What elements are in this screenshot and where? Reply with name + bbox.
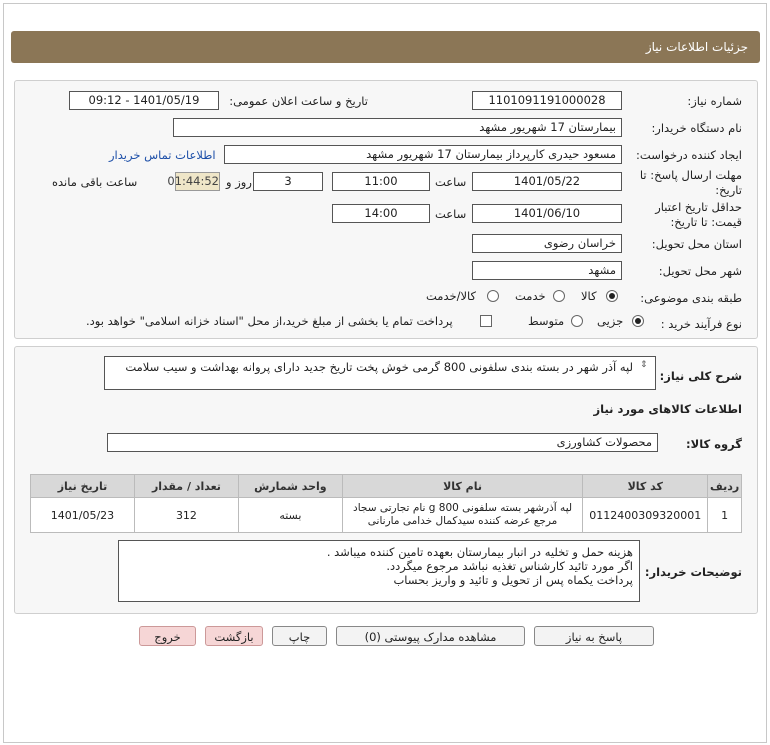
buyer-note-line: هزینه حمل و تخلیه در انبار بیمارستان بعهده تامین کننده میباشد . xyxy=(326,545,633,559)
buyer-contact-link[interactable]: اطلاعات تماس خریدار xyxy=(109,148,216,162)
process-medium-radio[interactable] xyxy=(571,315,583,327)
process-medium-label: متوسط xyxy=(528,314,565,328)
col-qty: تعداد / مقدار xyxy=(134,475,238,498)
cell-date: 1401/05/23 xyxy=(31,498,135,533)
remaining-time-field: 01:44:52 xyxy=(175,172,220,191)
deadline-label-line1: مهلت ارسال پاسخ: تا xyxy=(639,168,742,182)
city-label: شهر محل تحویل: xyxy=(658,264,742,278)
days-label: روز و xyxy=(226,175,252,189)
need-number-field: 1101091191000028 xyxy=(472,91,622,110)
validity-label-line1: حداقل تاریخ اعتبار xyxy=(655,200,742,214)
buyer-note-line: پرداخت یکماه پس از تحویل و تائید و واریز بحساب xyxy=(393,573,633,587)
page-title: جزئیات اطلاعات نیاز xyxy=(645,40,748,54)
items-table-header xyxy=(31,475,742,498)
category-goods-label: کالا xyxy=(581,289,597,303)
process-minor-label: جزیی xyxy=(597,314,624,328)
col-name: نام کالا xyxy=(342,475,582,498)
goods-section-title: اطلاعات کالاهای مورد نیاز xyxy=(593,402,742,416)
description-box xyxy=(104,356,656,390)
col-unit: واحد شمارش xyxy=(238,475,342,498)
attachments-button[interactable]: مشاهده مدارک پیوستی (0) xyxy=(336,626,525,646)
remaining-label: ساعت باقی مانده xyxy=(52,175,138,189)
province-field: خراسان رضوی xyxy=(472,234,622,253)
goods-group-field: محصولات کشاورزی xyxy=(107,433,658,452)
deadline-time-label: ساعت xyxy=(435,175,467,189)
requester-field: مسعود حیدری کارپرداز بیمارستان 17 شهریور مشهد xyxy=(224,145,622,164)
category-goods-service-radio[interactable] xyxy=(487,290,499,302)
page-header xyxy=(11,31,760,63)
process-label: نوع فرآیند خرید : xyxy=(660,317,742,331)
col-row: ردیف xyxy=(708,475,742,498)
validity-date-field: 1401/06/10 xyxy=(472,204,622,223)
announce-label: تاریخ و ساعت اعلان عمومی: xyxy=(229,94,368,108)
cell-code: 0112400309320001 xyxy=(583,498,708,533)
deadline-time-field: 11:00 xyxy=(332,172,430,191)
province-label: استان محل تحویل: xyxy=(651,237,742,251)
cell-unit: بسته xyxy=(238,498,342,533)
announce-datetime-field: 1401/05/19 - 09:12 xyxy=(69,91,219,110)
validity-label-line2: قیمت: تا تاریخ: xyxy=(670,215,742,229)
process-minor-radio[interactable] xyxy=(632,315,644,327)
goods-group-label: گروه کالا: xyxy=(686,437,742,451)
buyer-org-field: بیمارستان 17 شهریور مشهد xyxy=(173,118,622,137)
print-button[interactable]: چاپ xyxy=(272,626,327,646)
table-row xyxy=(31,498,742,533)
exit-button[interactable]: خروج xyxy=(139,626,196,646)
cell-row: 1 xyxy=(708,498,742,533)
city-field: مشهد xyxy=(472,261,622,280)
back-button[interactable]: بازگشت xyxy=(205,626,263,646)
buyer-notes-label: توضیحات خریدار: xyxy=(644,565,742,579)
description-label: شرح کلی نیاز: xyxy=(659,369,742,383)
description-text: لپه آذر شهر در بسته بندی سلفونی 800 گرمی خوش پخت تاریخ جدید دارای پروانه بهداشت و سیب سلامت xyxy=(125,360,633,374)
category-label: طبقه بندی موضوعی: xyxy=(640,291,742,305)
treasury-payment-note: پرداخت تمام یا بخشی از مبلغ خرید،از محل "اسناد خزانه اسلامی" خواهد بود. xyxy=(86,314,453,328)
treasury-payment-checkbox[interactable] xyxy=(480,315,492,327)
category-goods-radio[interactable] xyxy=(606,290,618,302)
col-date: تاریخ نیاز xyxy=(31,475,135,498)
deadline-label-line2: تاریخ: xyxy=(715,183,742,197)
cell-qty: 312 xyxy=(134,498,238,533)
buyer-notes-box xyxy=(118,540,640,602)
deadline-date-field: 1401/05/22 xyxy=(472,172,622,191)
category-service-label: خدمت xyxy=(515,289,546,303)
resize-handle-icon: ⇕ xyxy=(640,360,648,370)
category-service-radio[interactable] xyxy=(553,290,565,302)
category-goods-service-label: کالا/خدمت xyxy=(426,289,477,303)
items-table xyxy=(30,474,742,533)
need-number-label: شماره نیاز: xyxy=(687,94,742,108)
validity-time-field: 14:00 xyxy=(332,204,430,223)
cell-name: لپه آذرشهر بسته سلفونی 800 g نام تجارتی سجاد مرجع عرضه کننده سیدکمال خدامی مارنانی xyxy=(342,498,582,533)
buyer-note-line: اگر مورد تائید کارشناس تغذیه نباشد مرجوع میگردد. xyxy=(386,559,633,573)
col-code: کد کالا xyxy=(583,475,708,498)
validity-time-label: ساعت xyxy=(435,207,467,221)
buyer-org-label: نام دستگاه خریدار: xyxy=(651,121,742,135)
days-field: 3 xyxy=(253,172,323,191)
reply-button[interactable]: پاسخ به نیاز xyxy=(534,626,654,646)
requester-label: ایجاد کننده درخواست: xyxy=(636,148,742,162)
